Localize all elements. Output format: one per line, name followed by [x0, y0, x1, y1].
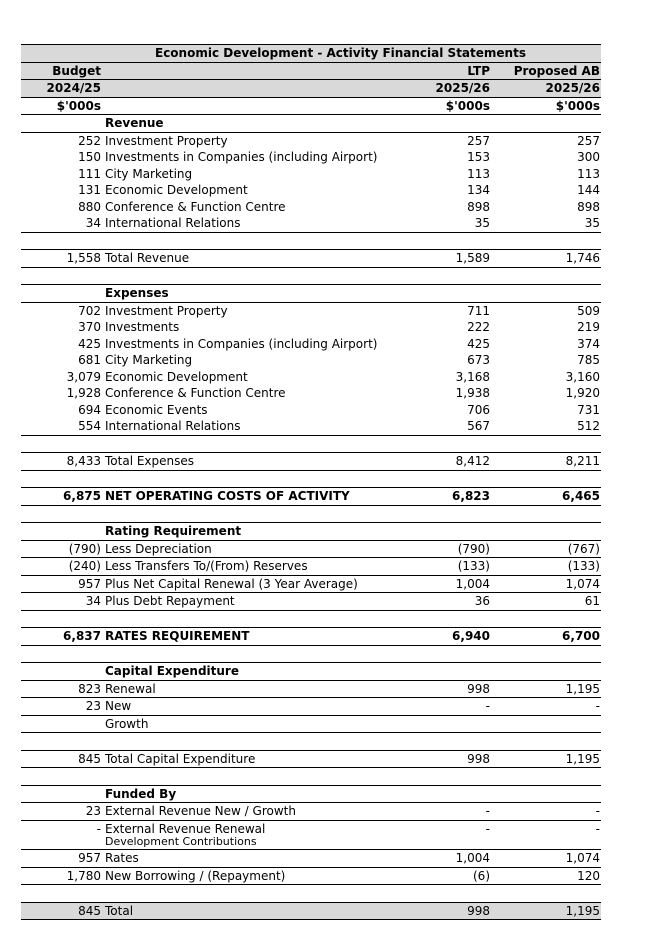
header-budget: Budget [52, 63, 101, 78]
rating-row [21, 593, 601, 611]
ltp-value: (790) [457, 541, 490, 556]
line-label: Total Expenses [105, 454, 195, 468]
spacer-row [21, 506, 601, 523]
header-year-budget: 2024/25 [46, 81, 101, 95]
proposed-value: 6,700 [562, 629, 600, 643]
line-label: Growth [105, 716, 149, 731]
total-expenses-row [21, 452, 601, 471]
ltp-value: 3,168 [455, 369, 490, 384]
ltp-value: 898 [467, 199, 490, 214]
ltp-value: 567 [467, 419, 490, 433]
spacer-row [21, 611, 601, 628]
line-label: Investments in Companies (including Airport) [105, 336, 378, 351]
revenue-heading [21, 115, 601, 133]
header-units-proposed: $'000s [555, 98, 600, 113]
proposed-value: 785 [577, 353, 600, 367]
line-label: Economic Development [105, 369, 248, 384]
proposed-value: 1,920 [565, 386, 600, 400]
revenue-row [21, 149, 601, 166]
section-heading: Rating Requirement [105, 524, 242, 538]
statement-title: Economic Development - Activity Financial Statements [155, 46, 526, 60]
header-year-ltp: 2025/26 [435, 81, 490, 95]
ltp-value: 711 [467, 303, 490, 318]
ltp-value [401, 716, 490, 733]
proposed-value: (133) [567, 559, 600, 573]
rating-row [21, 541, 601, 559]
expense-row [21, 352, 601, 369]
section-heading: Capital Expenditure [105, 664, 239, 678]
budget-value [21, 716, 101, 733]
proposed-value: 898 [577, 199, 600, 214]
ltp-value: - [485, 821, 490, 836]
ltp-value: 425 [467, 336, 490, 351]
ltp-value: 134 [467, 183, 490, 197]
proposed-value [501, 837, 600, 849]
capex-row [21, 698, 601, 716]
revenue-row [21, 182, 601, 199]
ltp-value: 6,940 [452, 629, 490, 643]
line-label: Investment Property [105, 133, 228, 148]
line-label: Economic Development [105, 183, 248, 197]
proposed-value: 6,465 [562, 489, 600, 503]
spacer-row [21, 471, 601, 488]
budget-value: 131 [78, 183, 101, 197]
header-row-2 [21, 79, 601, 97]
line-label: Conference & Function Centre [105, 386, 286, 400]
proposed-value: - [595, 821, 600, 836]
proposed-value: (767) [567, 541, 600, 556]
ltp-value: 222 [467, 320, 490, 334]
proposed-value: 512 [577, 419, 600, 433]
ltp-value: 998 [467, 751, 490, 766]
budget-value: 554 [78, 419, 101, 433]
budget-value: 370 [78, 320, 101, 334]
line-label: Investment Property [105, 303, 228, 318]
line-label: External Revenue Renewal [105, 821, 266, 836]
proposed-value: 509 [577, 303, 600, 318]
ltp-value: - [485, 804, 490, 818]
header-units-ltp: $'000s [445, 98, 490, 113]
budget-value: 23 [85, 699, 101, 713]
ltp-value: - [485, 699, 490, 713]
expenses-heading [21, 284, 601, 303]
proposed-value: 731 [577, 402, 600, 417]
budget-value: 880 [78, 199, 101, 214]
budget-value: 702 [78, 303, 101, 318]
spacer-row [21, 646, 601, 663]
rating-heading [21, 522, 601, 541]
line-label: Total Capital Expenditure [105, 751, 256, 766]
line-label: Plus Net Capital Renewal (3 Year Average) [105, 576, 358, 591]
budget-value: 252 [78, 133, 101, 148]
line-label: Conference & Function Centre [105, 199, 286, 214]
spacer-row [21, 268, 601, 285]
net-operating-row [21, 487, 601, 506]
budget-value: 1,558 [66, 251, 101, 265]
budget-value: 3,079 [66, 369, 101, 384]
budget-value: 8,433 [66, 454, 101, 468]
line-label: External Revenue New / Growth [105, 804, 296, 818]
ltp-value: 673 [467, 353, 490, 367]
proposed-value: 120 [577, 868, 600, 883]
budget-value: 425 [78, 336, 101, 351]
funded-heading [21, 785, 601, 804]
ltp-value: 153 [467, 150, 490, 164]
proposed-value: 144 [577, 183, 600, 197]
proposed-value: 1,195 [565, 751, 600, 766]
revenue-row [21, 166, 601, 183]
total-funding-row [21, 902, 601, 921]
proposed-value: 1,074 [565, 851, 600, 865]
ltp-value: 35 [474, 216, 490, 230]
line-label: RATES REQUIREMENT [105, 629, 250, 643]
line-label: New Borrowing / (Repayment) [105, 868, 286, 883]
budget-value: 1,928 [66, 386, 101, 400]
proposed-value: - [595, 699, 600, 713]
header-ltp: LTP [467, 63, 490, 78]
expense-row [21, 385, 601, 402]
proposed-value: - [595, 804, 600, 818]
expense-row [21, 319, 601, 336]
rates-requirement-row [21, 627, 601, 646]
total-revenue-row [21, 249, 601, 268]
revenue-row [21, 199, 601, 216]
proposed-value: 374 [577, 336, 600, 351]
budget-value: - [96, 821, 101, 836]
total-capex-row [21, 750, 601, 769]
spacer-row [21, 232, 601, 250]
ltp-value: 998 [467, 903, 490, 918]
expense-row [21, 402, 601, 419]
expense-row [21, 418, 601, 435]
ltp-value: (133) [457, 559, 490, 573]
rating-row [21, 558, 601, 576]
ltp-value: 1,004 [455, 851, 490, 865]
line-label: NET OPERATING COSTS OF ACTIVITY [105, 489, 350, 503]
line-label: Rates [105, 851, 139, 865]
funded-row [21, 868, 601, 886]
revenue-row [21, 215, 601, 232]
proposed-value: 1,746 [565, 251, 600, 265]
line-label: Development Contributions [105, 835, 257, 848]
section-heading: Expenses [105, 286, 169, 300]
expense-row [21, 369, 601, 386]
line-label: Renewal [105, 681, 156, 696]
ltp-value: 36 [474, 594, 490, 608]
budget-value: 6,837 [63, 629, 101, 643]
line-label: Total Revenue [105, 251, 190, 265]
line-label: City Marketing [105, 353, 193, 367]
line-label: Economic Events [105, 402, 208, 417]
line-label: Investments [105, 320, 180, 334]
proposed-value: 257 [577, 133, 600, 148]
funded-row [21, 850, 601, 868]
budget-value: 111 [78, 166, 101, 181]
budget-value: 1,780 [66, 868, 101, 883]
proposed-value: 35 [584, 216, 600, 230]
budget-value [21, 837, 101, 849]
ltp-value: (6) [473, 868, 490, 883]
header-row-1 [21, 62, 601, 80]
ltp-value: 1,938 [455, 386, 490, 400]
ltp-value [401, 837, 490, 849]
capex-row [21, 681, 601, 699]
ltp-value: 998 [467, 681, 490, 696]
budget-value: 6,875 [63, 489, 101, 503]
ltp-value: 6,823 [452, 489, 490, 503]
funded-row [21, 803, 601, 821]
proposed-value: 61 [584, 594, 600, 608]
line-label: Investments in Companies (including Airport) [105, 150, 378, 164]
line-label: Total [105, 903, 134, 918]
budget-value: 845 [78, 903, 101, 918]
line-label: Plus Debt Repayment [105, 594, 235, 608]
proposed-value: 1,195 [565, 903, 600, 918]
title-row [21, 44, 601, 62]
budget-value: 34 [85, 594, 101, 608]
line-label: Less Transfers To/(From) Reserves [105, 559, 308, 573]
expense-row [21, 303, 601, 320]
ltp-value: 706 [467, 402, 490, 417]
budget-value: (240) [68, 559, 101, 573]
spacer-row [21, 768, 601, 785]
ltp-value: 113 [467, 166, 490, 181]
budget-value: 681 [78, 353, 101, 367]
spacer-row [21, 885, 601, 902]
financial-statement-table [21, 44, 601, 920]
header-units-budget: $'000s [56, 98, 101, 113]
proposed-value: 1,074 [565, 576, 600, 591]
header-proposed: Proposed AB [513, 63, 600, 78]
line-label: New [105, 699, 132, 713]
budget-value: 150 [78, 150, 101, 164]
budget-value: 23 [85, 804, 101, 818]
expense-row [21, 336, 601, 353]
proposed-value: 8,211 [565, 454, 600, 468]
spacer-row [21, 435, 601, 453]
ltp-value: 8,412 [455, 454, 490, 468]
ltp-value: 257 [467, 133, 490, 148]
section-heading: Revenue [105, 116, 164, 130]
revenue-row [21, 133, 601, 150]
proposed-value [501, 716, 600, 733]
funded-row [21, 837, 601, 850]
line-label: International Relations [105, 419, 241, 433]
budget-value: 957 [78, 851, 101, 865]
proposed-value: 300 [577, 150, 600, 164]
line-label: City Marketing [105, 166, 193, 181]
line-label: Less Depreciation [105, 541, 212, 556]
proposed-value: 3,160 [565, 369, 600, 384]
budget-value: (790) [68, 541, 101, 556]
statement-body [21, 115, 601, 920]
header-year-proposed: 2025/26 [545, 81, 600, 95]
budget-value: 957 [78, 576, 101, 591]
ltp-value: 1,004 [455, 576, 490, 591]
proposed-value: 113 [577, 166, 600, 181]
ltp-value: 1,589 [455, 251, 490, 265]
capex-row [21, 716, 601, 734]
proposed-value: 219 [577, 320, 600, 334]
header-row-3 [21, 97, 601, 116]
capex-heading [21, 662, 601, 681]
budget-value: 845 [78, 751, 101, 766]
section-heading: Funded By [105, 786, 177, 801]
proposed-value: 1,195 [565, 681, 600, 696]
rating-row [21, 576, 601, 594]
budget-value: 823 [78, 681, 101, 696]
line-label: International Relations [105, 216, 241, 230]
spacer-row [21, 733, 601, 750]
budget-value: 34 [85, 216, 101, 230]
budget-value: 694 [78, 402, 101, 417]
